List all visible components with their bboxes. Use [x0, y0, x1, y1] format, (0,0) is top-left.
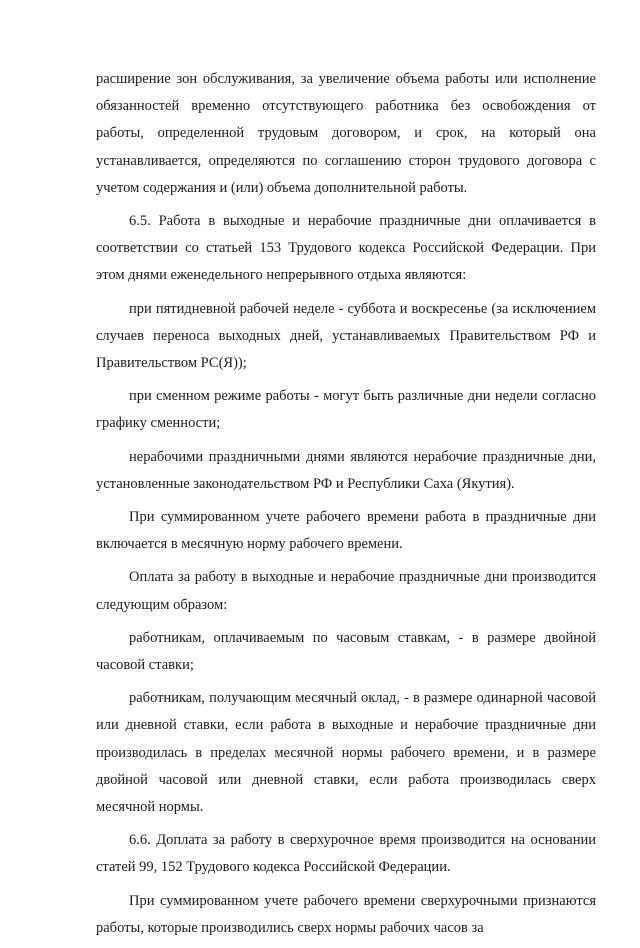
document-body [96, 66, 596, 948]
paragraph-five-day-week: при пятидневной рабочей неделе - суббота и воскресенье (за исключением случаев переноса выходных дней, устанавливаемых Правительством РФ и Правительством РС(Я)); [96, 300, 596, 372]
paragraph-payment-intro: Оплата за работу в выходные и нерабочие праздничные дни производится следующим образом: [96, 569, 596, 613]
paragraph-6-6: 6.6. Доплата за работу в сверхурочное время производится на основании статей 99, 152 Трудового кодекса Российской Федерации. [96, 832, 596, 876]
paragraph-holidays: нерабочими праздничными днями являются нерабочие праздничные дни, установленные законодательством РФ и Республики Саха (Якутия). [96, 448, 596, 492]
paragraph-overtime: При суммированном учете рабочего времени сверхурочными признаются работы, которые производились сверх нормы рабочих часов за [96, 892, 596, 936]
paragraph-hourly-rate: работникам, оплачиваемым по часовым ставкам, - в размере двойной часовой ставки; [96, 629, 596, 674]
paragraph-summarized-accounting: При суммированном учете рабочего времени работа в праздничные дни включается в месячную норму рабочего времени. [96, 509, 596, 553]
paragraph-continuation: расширение зон обслуживания, за увеличение объема работы или исполнение обязанностей временно отсутствующего работника без освобождения от работы, определенной трудовым договором, и срок, на который она устанавливается, определяются по соглашению сторон трудового договора с учетом содержания и (или) объема дополнительной работы. [96, 71, 596, 196]
paragraph-6-5: 6.5. Работа в выходные и нерабочие праздничные дни оплачивается в соответствии со статьей 153 Трудового кодекса Российской Федерации. При этом днями еженедельного непрерывного отдыха являются: [96, 213, 596, 284]
paragraph-shift-mode: при сменном режиме работы - могут быть различные дни недели согласно графику сменности; [96, 388, 596, 432]
paragraph-monthly-salary: работникам, получающим месячный оклад, - в размере одинарной часовой или дневной ставки, если работа в выходные и нерабочие праздничные дни производилась в пределах месячной нормы рабочего времени, и в размере двойной часовой или дневной ставки, если работа производилась сверх месячной нормы. [96, 690, 596, 816]
